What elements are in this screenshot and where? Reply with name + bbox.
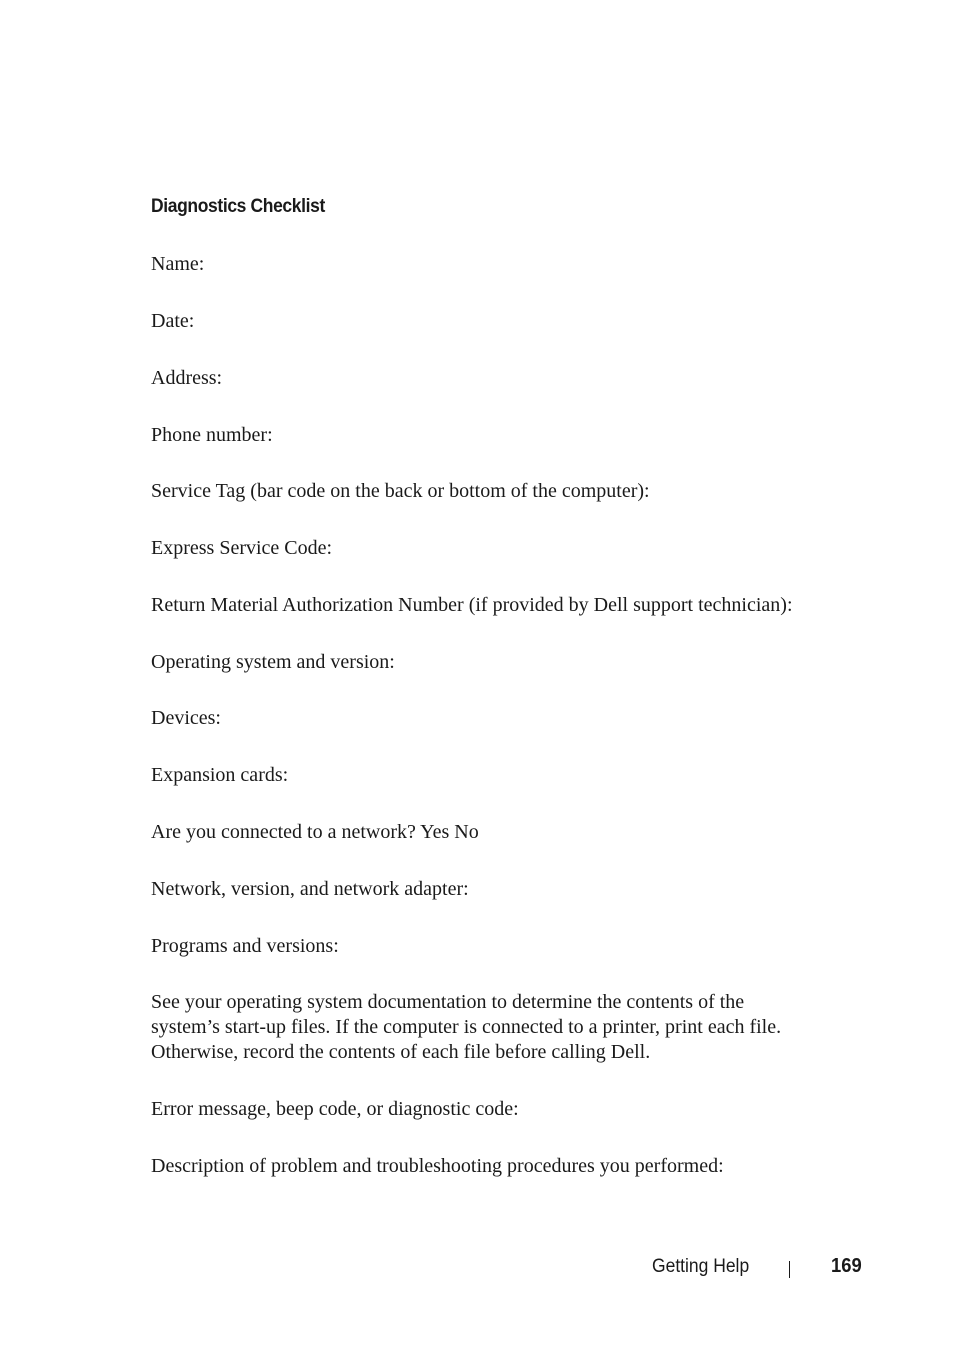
page-number: 169 xyxy=(831,1255,862,1277)
field-problem-description: Description of problem and troubleshooting procedures you performed: xyxy=(151,1155,724,1177)
field-phone-number: Phone number: xyxy=(151,424,273,446)
field-service-tag: Service Tag (bar code on the back or bottom of the computer): xyxy=(151,480,650,502)
field-devices: Devices: xyxy=(151,707,221,729)
field-return-material-authorization: Return Material Authorization Number (if provided by Dell support technician): xyxy=(151,594,793,616)
footer-divider xyxy=(789,1261,790,1278)
startup-files-note xyxy=(151,990,851,1065)
startup-note-line: See your operating system documentation to determine the contents of the xyxy=(151,991,745,1013)
field-network-connected: Are you connected to a network? Yes No xyxy=(151,821,479,843)
checklist-heading: Diagnostics Checklist xyxy=(151,196,325,217)
field-name: Name: xyxy=(151,253,205,275)
footer-section-title: Getting Help xyxy=(652,1256,750,1277)
startup-note-line: Otherwise, record the contents of each file before calling Dell. xyxy=(151,1041,651,1063)
field-operating-system: Operating system and version: xyxy=(151,651,395,673)
field-network-adapter: Network, version, and network adapter: xyxy=(151,878,469,900)
field-programs-versions: Programs and versions: xyxy=(151,935,339,957)
startup-note-line: system’s start-up files. If the computer is connected to a printer, print each file. xyxy=(151,1016,782,1038)
field-error-message: Error message, beep code, or diagnostic code: xyxy=(151,1098,519,1120)
field-expansion-cards: Expansion cards: xyxy=(151,764,289,786)
field-address: Address: xyxy=(151,367,223,389)
field-date: Date: xyxy=(151,310,195,332)
field-express-service-code: Express Service Code: xyxy=(151,537,333,559)
